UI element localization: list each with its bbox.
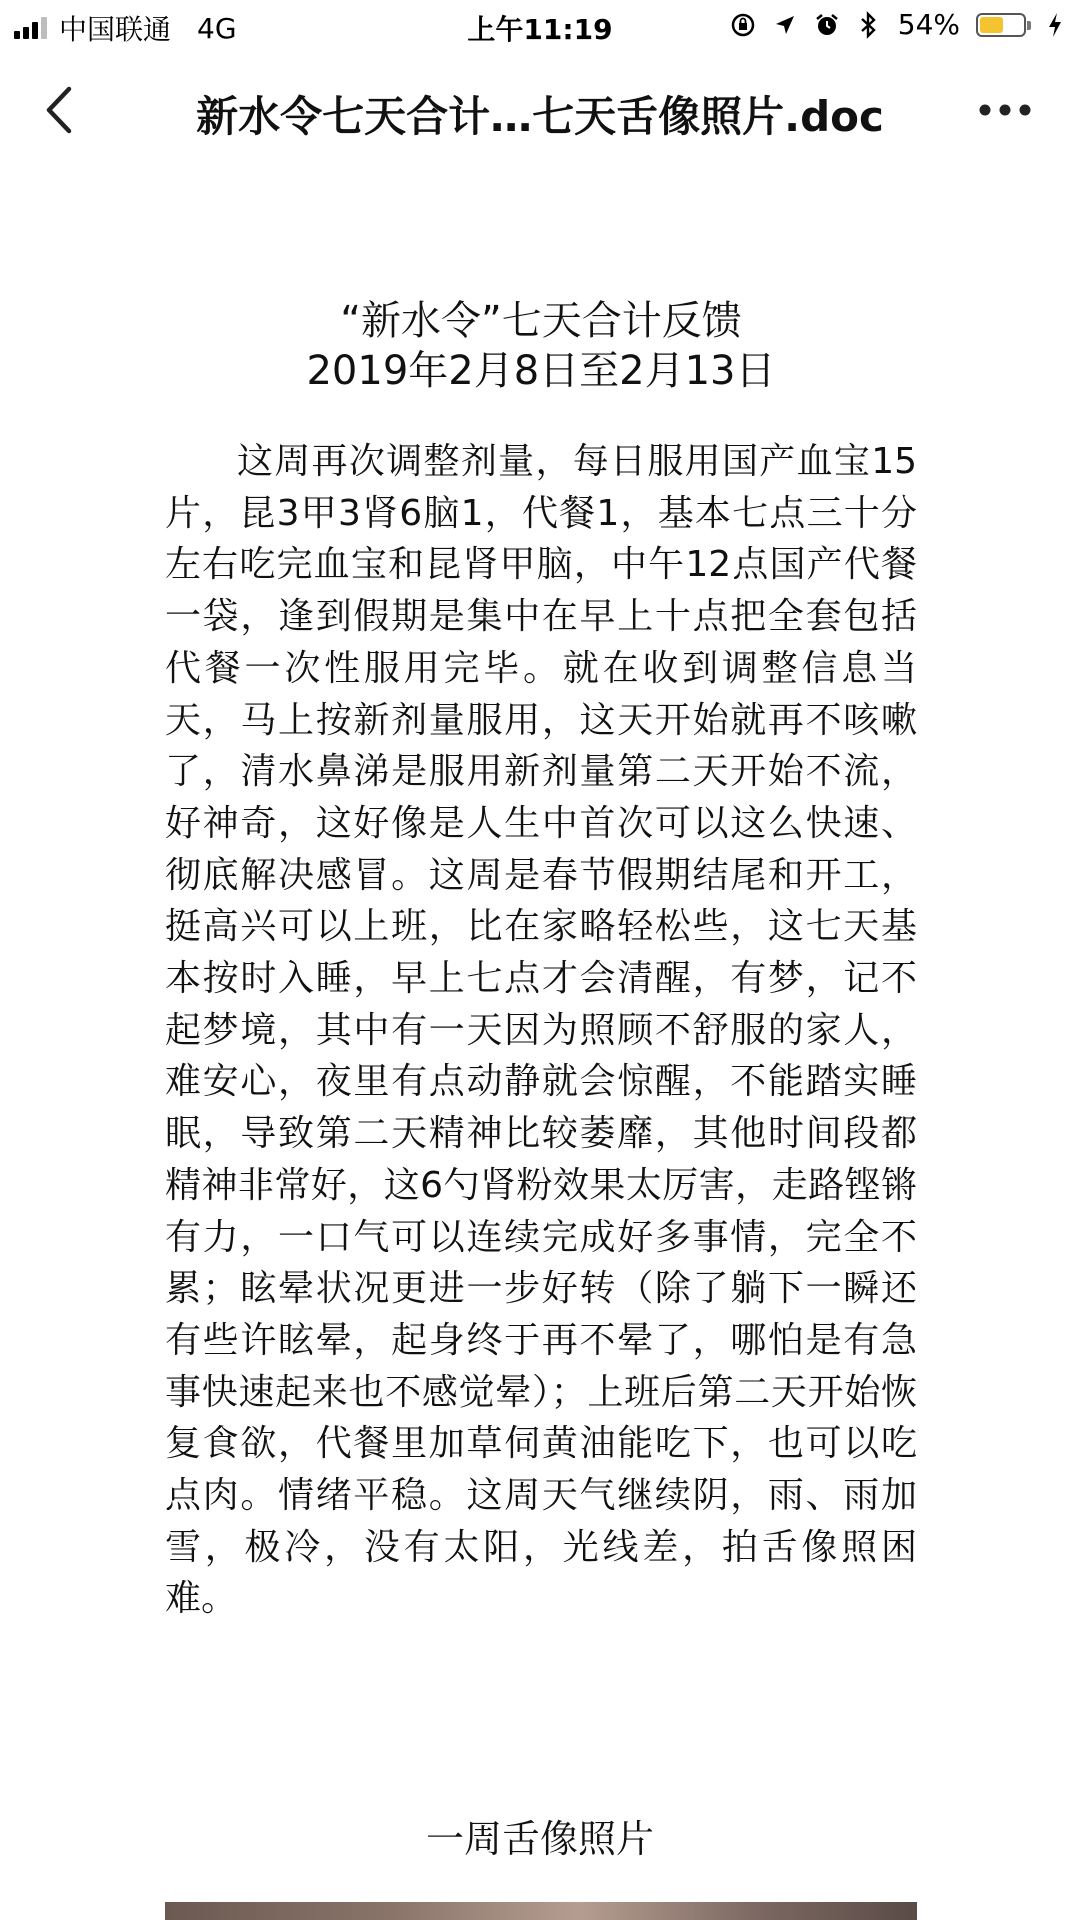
back-button[interactable] (30, 82, 86, 138)
chevron-left-icon (41, 85, 75, 135)
charging-icon (1042, 12, 1068, 38)
document-content (165, 296, 917, 1661)
doc-heading (165, 296, 917, 396)
battery-cap (1027, 21, 1031, 30)
battery-level (980, 17, 1003, 33)
photo-section-heading: 一周舌像照片 (425, 1817, 654, 1861)
carrier-label: 中国联通 (59, 13, 172, 46)
location-icon (772, 12, 798, 38)
doc-heading-line2: 2019年2月8日至2月13日 (306, 348, 776, 394)
battery-percent: 54% (897, 8, 960, 41)
network-label: 4G (197, 11, 237, 45)
orientation-lock-icon (730, 12, 756, 38)
document-title: 新水令七天合计…七天舌像照片.doc (196, 92, 884, 141)
status-right (730, 8, 1068, 41)
bluetooth-icon (856, 12, 882, 38)
nav-bar (0, 60, 1080, 160)
more-dots-icon (977, 102, 1033, 118)
battery-icon (976, 13, 1026, 37)
status-bar (0, 0, 1080, 54)
doc-heading-line1: “新水令”七天合计反馈 (340, 298, 742, 344)
alarm-icon (814, 12, 840, 38)
tongue-photo (165, 1902, 917, 1920)
status-time: 上午11:19 (467, 13, 613, 46)
doc-paragraph: 这周再次调整剂量，每日服用国产血宝15片，昆3甲3肾6脑1，代餐1，基本七点三十分左右吃完血宝和昆肾甲脑，中午12点国产代餐一袋，逢到假期是集中在早上十点把全套包括代餐一次性服用完毕。就在收到调整信息当天，马上按新剂量服用，这天开始就再不咳嗽了，清水鼻涕是服用新剂量第二天开始不流，好神奇，这好像是人生中首次可以这么快速、彻底解决感冒。这周是春节假期结尾和开工，挺高兴可以上班，比在家略轻松些，这七天基本按时入睡，早上七点才会清醒，有梦，记不起梦境，其中有一天因为照顾不舒服的家人，难安心，夜里有点动静就会惊醒，不能踏实睡眠，导致第二天精神比较萎靡，其他时间段都精神非常好，这6勺肾粉效果太厉害，走路铿锵有力，一口气可以连续完成好多事情，完全不累；眩晕状况更进一步好转（除了躺下一瞬还有些许眩晕，起身终于再不晕了，哪怕是有急事快速起来也不感觉晕）；上班后第二天开始恢复食欲，代餐里加草伺黄油能吃下，也可以吃点肉。情绪平稳。这周天气继续阴，雨、雨加雪，极冷，没有太阳，光线差，拍舌像照困难。 (165, 441, 917, 1620)
more-button[interactable] (970, 82, 1040, 138)
